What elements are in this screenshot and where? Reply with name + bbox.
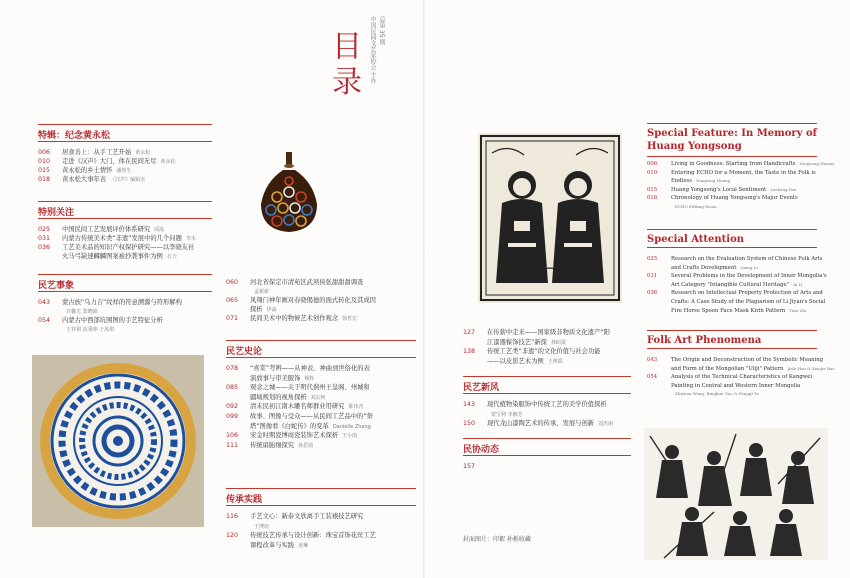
section-title: 特别关注	[38, 208, 75, 218]
entry-author: 王小雨	[342, 433, 358, 440]
section-title: 民艺事象	[38, 281, 75, 291]
page-number: 015	[38, 167, 51, 174]
cover-caption: 封面图片：印絮 孙栎收藏	[463, 536, 531, 543]
entry-title: 中国民间工艺发展评价体系研究 邱泓	[62, 226, 165, 233]
entry-title: 课程改革与实践 姜琳	[250, 541, 309, 549]
entry-author: 黄永松	[135, 150, 151, 156]
section-rule	[226, 488, 416, 489]
entry-author: 《汉声》编辑室	[110, 177, 146, 183]
entry-title: Huang Yongsong's Local Sentiment Lusheng Pan	[671, 186, 797, 193]
entry-author: Tian Shi	[789, 307, 807, 313]
section-rule	[647, 229, 817, 230]
section-title: 民艺史论	[226, 347, 263, 357]
entry-title: and Crafts Development Qiang Li	[671, 264, 758, 271]
page-number: 018	[647, 195, 658, 202]
section-rule	[463, 376, 631, 377]
issue-number: 总第 35 期	[378, 16, 385, 46]
entry-author: 徐哲宏	[342, 316, 358, 322]
page-number: 018	[38, 176, 51, 183]
section-rule	[38, 141, 212, 142]
entry-author: 潘鲁生	[116, 168, 132, 174]
page-number: 043	[647, 357, 658, 363]
entry-title: 探析 伊淼	[250, 306, 277, 313]
publisher: 中国民间文艺家协会 主办	[369, 16, 376, 84]
entry-author: Yongsong Huang	[799, 161, 834, 166]
section-rule	[647, 156, 817, 157]
entry-title: Several Problems in the Development of Inner Mongolia's	[671, 273, 827, 280]
entry-title: 塔”图像看《白蛇传》的变革 Danielle Zhang	[250, 422, 371, 430]
page-number: 106	[226, 432, 239, 440]
entry-title	[250, 288, 269, 297]
entry-author: 刘玄柯	[310, 394, 326, 401]
entry-author: 刘杰丽	[598, 421, 614, 428]
battle-print-image	[644, 428, 828, 560]
entry-title: 传统工艺类“非遗”的文化价值与社会功能	[487, 348, 601, 356]
page-number: 054	[38, 317, 51, 324]
page-number: 060	[226, 279, 239, 286]
page-number: 015	[647, 186, 658, 193]
woodblock-print-image	[478, 133, 622, 303]
entry-title: Analysis of the Technical Characteristics of Kangwei	[671, 374, 813, 381]
page-number: 116	[226, 513, 239, 520]
entry-title: 河北省保定市清苑区武夙侯张甜甜甜调查	[250, 279, 364, 286]
page-number: 085	[226, 384, 239, 392]
entry-title: 火马弓缺速麟麟图案被抄袭事件为例 石天	[62, 253, 177, 260]
entry-title: 民间美术中的物候艺术创作观念 徐哲宏	[250, 315, 358, 322]
section-rule	[647, 247, 817, 248]
entry-title: Painting in Central and Western Inner Mongolia	[671, 382, 801, 389]
entry-title: 清末民初江南木雕名师群业用研究 陈伟青	[250, 403, 364, 411]
entry-title: The Origin and Deconstruction of the Symbolic Meaning	[671, 357, 824, 363]
entry-title: 现代龙山漆陶艺术的传承、发展与创新 刘杰丽	[487, 420, 614, 428]
section-title: Special Attention	[647, 234, 745, 245]
page-number: 127	[463, 329, 476, 336]
page-number: 010	[647, 169, 658, 176]
page-number: 078	[226, 365, 239, 372]
section-title: 民艺新风	[463, 383, 500, 393]
entry-author: 林昭棠	[550, 339, 566, 346]
entry-title: 工艺美术品的知识产权保护研究——以李晓友社	[62, 244, 195, 251]
entry-author: 陈伟青	[348, 404, 364, 411]
page-title	[320, 30, 360, 94]
entry-author: Zhiyuan Wang, Bingkun Gao & Fengqi Yu	[675, 391, 759, 397]
entry-title: Art Category "Intangible Cultural Heritage" Ai Li	[671, 281, 803, 288]
entry-author: 石天	[166, 254, 177, 260]
section-rule	[463, 393, 631, 394]
page-number: 025	[647, 256, 658, 262]
section-title: 特辑：纪念黄永松	[38, 131, 111, 141]
entry-author: Danielle Zhang	[332, 423, 371, 430]
entry-title: 居食善上：从手工艺开始 黄永松	[62, 149, 151, 156]
section-rule	[226, 505, 416, 506]
entry-title: 传统扇胎细探究 孙思茵	[250, 441, 314, 449]
entry-title	[671, 390, 759, 398]
title-char: 录	[326, 65, 361, 94]
entry-author: Lusheng Pan	[770, 186, 797, 192]
entry-title: Living in Goodness: Starting from Handicrafts Yongsong Huang	[671, 161, 834, 167]
entry-title: Research on the Evaluation System of Chinese Folk Arts	[671, 256, 823, 262]
entry-title: Research on Intellectual Property Protection of Arts and	[671, 290, 823, 297]
entry-author: 李木	[185, 236, 196, 242]
section-title: 民协动态	[463, 445, 500, 455]
entry-author: 杨辉	[304, 375, 315, 382]
section-rule	[38, 201, 212, 202]
entry-title: 内蒙古传统美术类“非遗”发展中的几个问题 李木	[62, 235, 196, 242]
entry-author: 王祥祺 高秉坤 于凤琪	[66, 327, 115, 333]
entry-author: Jiale Hsu & Xiaojie Bao	[787, 365, 835, 371]
embroidery-artwork-image	[32, 355, 204, 527]
entry-title: and Form of the Mongolian "Uliji" Pattern Jiale Hsu & Xiaojie Bao	[671, 365, 835, 372]
page-number: 065	[226, 297, 239, 304]
page-number: 031	[38, 235, 51, 242]
entry-title: 内蒙古中西部坑围图的手艺特征分析	[62, 317, 163, 324]
entry-author: 王博韬	[547, 358, 563, 365]
entry-author: Qiang Li	[740, 264, 758, 270]
page-number: 111	[226, 441, 239, 449]
section-title: 传承实践	[226, 495, 263, 505]
entry-title	[62, 308, 98, 317]
section-rule	[226, 340, 416, 341]
entry-author: 邱泓	[154, 227, 165, 233]
entry-title: 演放事与审美服饰 杨辉	[250, 374, 315, 382]
entry-title: 江漆器髹饰技艺”新探 林昭棠	[487, 338, 566, 346]
entry-author: ECHO Editing Room	[675, 204, 717, 209]
entry-title: Chronology of Huang Yongsong's Major Events	[671, 195, 798, 202]
page-number: 036	[38, 244, 51, 251]
entry-title: 黄永松大事年表 《汉声》编辑室	[62, 176, 146, 183]
section-title: Folk Art Phenomena	[647, 335, 762, 346]
page-number: 054	[647, 374, 658, 381]
page-spine	[423, 0, 425, 578]
gourd-artwork-image	[255, 152, 323, 234]
entry-title: 传统技艺传承与设计创新：珠宝首饰花丝工艺	[250, 532, 376, 540]
entry-title: 观念之城——关于明代蓟州王皇阁、州城和	[250, 384, 370, 392]
entry-title: 在传薪中走来——国家级非物质文化遗产“阳	[487, 329, 610, 336]
section-title: Special Feature: In Memory of Huang Yongsong	[647, 128, 817, 152]
page-number: 157	[463, 463, 476, 470]
page-number: 006	[38, 149, 51, 156]
section-rule	[463, 438, 631, 439]
section-rule	[647, 348, 817, 349]
entry-title: ——以皮影艺术为例 王博韬	[487, 357, 563, 365]
entry-title	[487, 463, 491, 472]
section-rule	[647, 123, 817, 124]
section-rule	[226, 357, 416, 358]
entry-title: 现代植物染服饰中传统工艺的美学价值探析	[487, 401, 607, 408]
page-number: 006	[647, 161, 658, 167]
page-number: 099	[226, 413, 239, 420]
page-number: 150	[463, 420, 476, 428]
page-number: 120	[226, 532, 239, 540]
entry-title	[250, 523, 269, 532]
entry-author: 孟新新	[254, 289, 270, 295]
entry-title: 故事、图像与受众——从民间工艺品中的“祭	[250, 413, 373, 420]
entry-author: 孙思茵	[298, 442, 314, 449]
section-rule	[647, 330, 817, 331]
page-number: 043	[38, 299, 51, 306]
page-number: 138	[463, 348, 476, 356]
entry-title	[62, 326, 114, 335]
entry-author: 伊淼	[266, 307, 277, 313]
title-char: 目	[326, 30, 361, 58]
entry-title: 凤翔门神年画对春晓偈德的面式转化及其成因	[250, 297, 376, 304]
entry-author: Yongsong Huang	[695, 178, 731, 184]
entry-author: 王博瑄	[254, 523, 270, 530]
entry-author: 姜琳	[298, 542, 309, 549]
entry-title: 蒙古族“乌力吉”纹样的符意溯源与符形解构	[62, 299, 182, 306]
entry-title: 走进《汉声》大门，体在民间无尽 黄永松	[62, 158, 176, 165]
issue-info	[368, 16, 386, 84]
entry-title: 疆域规划的视角探析 刘玄柯	[250, 393, 326, 401]
section-rule	[38, 218, 212, 219]
entry-title: “喜棠”考辨——从神表、神曲到世俗化的表	[250, 365, 370, 372]
entry-title: Fire Horse Spoon Face Mask Kirin Pattern Tian Shi	[671, 307, 807, 314]
page-number: 143	[463, 401, 476, 408]
section-rule	[463, 455, 631, 456]
entry-title: Endless Yongsong Huang	[671, 178, 731, 185]
entry-title: Crafts: A Case Study of the Plagiarism of Li Jiyan's Social	[671, 299, 826, 305]
entry-title	[487, 411, 523, 420]
entry-author: 蒙宝利 李湘芳	[491, 411, 523, 418]
page-number: 071	[226, 315, 239, 322]
entry-title	[671, 203, 717, 211]
section-rule	[38, 124, 212, 125]
page-number: 010	[38, 158, 51, 165]
entry-title: 手艺文心：新泰文欣离手工装裱技艺研究	[250, 513, 364, 520]
page-number: 036	[647, 290, 658, 297]
entry-author: Ai Li	[793, 281, 803, 287]
entry-title: 黄永松的乡土情怀 潘鲁生	[62, 167, 132, 174]
page-number: 092	[226, 403, 239, 411]
page-number: 031	[647, 273, 658, 280]
entry-author: 黄永松	[160, 159, 176, 165]
entry-title: Entering ECHO for a Moment, the Taste in the Folk is	[671, 169, 816, 176]
page-number: 025	[38, 226, 51, 233]
entry-title: 宋金时期瓷博商瓷装饰艺术探析 王小雨	[250, 432, 358, 440]
entry-author: 许馨尤 郑晓娟	[66, 309, 98, 315]
section-rule	[38, 274, 212, 275]
section-rule	[38, 291, 212, 292]
